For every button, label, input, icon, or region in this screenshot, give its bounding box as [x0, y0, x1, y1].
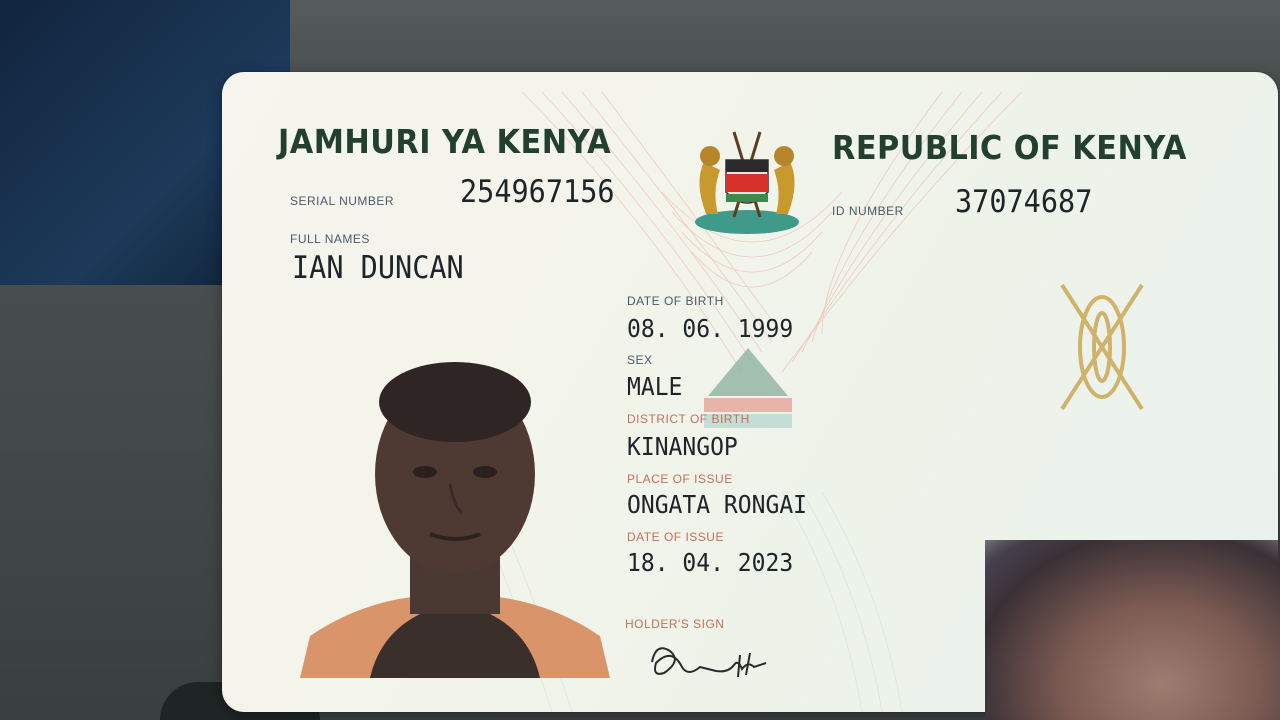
sex-label: SEX — [627, 353, 653, 367]
date-of-issue-value: 18. 04. 2023 — [627, 548, 794, 577]
id-number-value: 37074687 — [955, 184, 1093, 220]
signature-icon — [642, 637, 782, 687]
holder-photo — [300, 344, 610, 678]
shield-spears-watermark-icon — [1042, 277, 1162, 417]
date-of-issue-label: DATE OF ISSUE — [627, 530, 724, 544]
place-of-issue-value: ONGATA RONGAI — [627, 490, 808, 519]
title-swahili: JAMHURI YA KENYA — [278, 122, 612, 161]
serial-number-label: SERIAL NUMBER — [290, 194, 395, 208]
coat-of-arms-icon — [684, 122, 810, 238]
district-of-birth-label: DISTRICT OF BIRTH — [627, 412, 750, 426]
date-of-birth-value: 08. 06. 1999 — [627, 314, 794, 343]
holders-sign-label: HOLDER'S SIGN — [625, 617, 725, 631]
serial-number-value: 254967156 — [460, 174, 615, 210]
place-of-issue-label: PLACE OF ISSUE — [627, 472, 733, 486]
date-of-birth-label: DATE OF BIRTH — [627, 294, 724, 308]
background-surface — [0, 285, 250, 720]
finger — [985, 540, 1280, 720]
full-names-label: FULL NAMES — [290, 232, 370, 246]
title-english: REPUBLIC OF KENYA — [832, 128, 1187, 167]
id-number-label: ID NUMBER — [832, 204, 904, 218]
full-names-value: IAN DUNCAN — [292, 250, 464, 286]
district-of-birth-value: KINANGOP — [627, 432, 738, 461]
background-wall — [290, 0, 1280, 80]
sex-value: MALE — [627, 372, 683, 401]
